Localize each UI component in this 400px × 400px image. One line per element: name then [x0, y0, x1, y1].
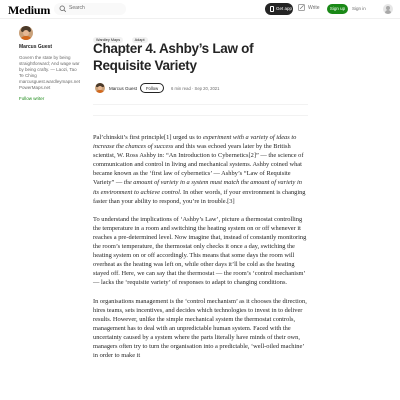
paragraph-emphasis: experiment with a variety of ideas to increase the chances of success — [93, 134, 297, 151]
write-icon — [298, 4, 305, 11]
author-name[interactable]: Marcus Guest — [19, 44, 53, 50]
phone-icon — [270, 6, 274, 12]
top-navigation-bar — [0, 0, 400, 19]
search-icon — [59, 5, 67, 13]
author-avatar[interactable] — [19, 26, 33, 40]
article-actions-bar — [93, 104, 308, 116]
sign-up-button[interactable]: Sign up — [327, 4, 348, 14]
tag-wardley-maps[interactable]: Wardley Maps — [93, 37, 123, 43]
write-label: Write — [308, 5, 320, 11]
medium-logo[interactable]: Medium — [8, 3, 51, 17]
search-input[interactable] — [54, 3, 126, 15]
publish-date: Sep 20, 2021 — [194, 86, 220, 91]
paragraph: To understand the implications of ‘Ashby’s Law’, picture a thermostat controlling the temperature in a room and switching the heating system on or off whenever it reaches a pre-determined level. Now imagine that, instead of constantly monitoring the room’s temperature, the thermostat only checks it once a day, switching the heating system on or off accordingly. This means that some days the room will overheat as the heating was left on, while other days it’ll be cold as the heating stayed off. Here, we can say that the thermostat — the room’s ‘control mechanism’ — lacks the ‘requisite variety’ of responses to adapt to changing conditions. — [93, 215, 307, 287]
author-sidebar — [19, 26, 81, 101]
get-app-label: Get app — [276, 6, 293, 11]
get-app-button[interactable] — [265, 3, 293, 15]
read-time: 6 min read — [171, 86, 191, 91]
write-button[interactable] — [298, 5, 320, 11]
author-bio: Govern the state by being straightforward; And wage war by being crafty. — Laozi, Tao Te Ching marcusguest.wardleymaps.net PowerMaps.net — [19, 55, 81, 90]
user-avatar-icon[interactable] — [383, 4, 393, 14]
tag-list — [93, 28, 308, 42]
article-meta — [171, 86, 219, 91]
paragraph: In organisations management is the ‘control mechanism’ as it chooses the direction, hires teams, sets incentives, and decides which technologies to invest in to deliver results. However, unlike the simple mechanical system the thermostat controls, management has to deal with an unpredictable human system. Faced with the uncertainty caused by a system where the parts literally have minds of their own, managers often try to turn the organisation into a predictable, ‘well-oiled machine’ in order to make it — [93, 297, 307, 360]
meta-separator: · — [191, 86, 195, 91]
article-title: Chapter 4. Ashby’s Law of Requisite Variety — [93, 41, 254, 73]
paragraph — [93, 133, 308, 206]
paragraph-text: Pal’chinskii’s first principle[1] urged us to — [93, 134, 203, 141]
tag-adapt[interactable]: Adapt — [132, 37, 148, 43]
byline — [93, 83, 308, 95]
paragraph-text: and this was echoed years later by the British scientist, W. Ross Ashby in: “An Introduction to Cybernetics[2]” — the science of communication and control in living and mechanical systems. Ashby coined what became known as the ‘first law of cybernetics’ — Ashby’s “Law of Requisite Variety” — — [93, 143, 304, 187]
search-placeholder: Search — [69, 5, 85, 11]
follow-writer-link[interactable]: Follow writer — [19, 96, 45, 101]
paragraph-text: . In other words, if your environment is changing faster than your ability to respond, you’re in trouble.[3] — [93, 188, 306, 205]
article-body — [93, 133, 308, 360]
article — [93, 28, 308, 369]
sign-in-link[interactable]: Sign in — [352, 6, 366, 11]
follow-button[interactable]: Follow — [140, 83, 164, 93]
byline-author-name[interactable]: Marcus Guest — [109, 86, 138, 91]
paragraph-emphasis: the amount of variety in a system must match the amount of variety in its environment to achieve control — [93, 179, 302, 196]
byline-avatar[interactable] — [95, 83, 105, 93]
